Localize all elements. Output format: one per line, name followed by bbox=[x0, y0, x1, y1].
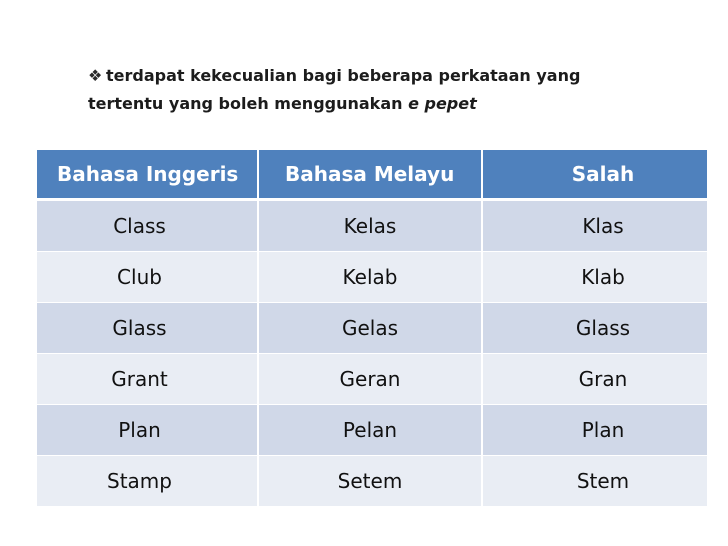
header-salah: Salah bbox=[482, 150, 707, 200]
cell-wrong: Klas bbox=[482, 200, 707, 252]
cell-wrong: Glass bbox=[482, 303, 707, 354]
table-row bbox=[37, 252, 707, 303]
table-row bbox=[37, 303, 707, 354]
cell-wrong: Gran bbox=[482, 354, 707, 405]
cell-malay: Kelab bbox=[258, 252, 482, 303]
table-row bbox=[37, 200, 707, 252]
header-bahasa-inggeris: Bahasa Inggeris bbox=[37, 150, 258, 200]
exception-note bbox=[88, 62, 688, 118]
cell-english: Plan bbox=[37, 405, 258, 456]
header-bahasa-melayu: Bahasa Melayu bbox=[258, 150, 482, 200]
note-line-1: terdapat kekecualian bagi beberapa perkataan yang bbox=[106, 66, 581, 85]
cell-malay: Pelan bbox=[258, 405, 482, 456]
table-row bbox=[37, 354, 707, 405]
cell-english: Class bbox=[37, 200, 258, 252]
table-row bbox=[37, 456, 707, 507]
note-line-2: tertentu yang boleh menggunakan bbox=[88, 94, 403, 113]
cell-english: Grant bbox=[37, 354, 258, 405]
cell-english: Glass bbox=[37, 303, 258, 354]
cell-english: Club bbox=[37, 252, 258, 303]
word-comparison-table bbox=[37, 150, 707, 507]
cell-malay: Setem bbox=[258, 456, 482, 507]
diamond-bullet-icon: ❖ bbox=[88, 66, 103, 85]
table-header-row bbox=[37, 150, 707, 200]
cell-wrong: Plan bbox=[482, 405, 707, 456]
cell-malay: Geran bbox=[258, 354, 482, 405]
cell-wrong: Stem bbox=[482, 456, 707, 507]
cell-english: Stamp bbox=[37, 456, 258, 507]
cell-malay: Gelas bbox=[258, 303, 482, 354]
table-row bbox=[37, 405, 707, 456]
cell-malay: Kelas bbox=[258, 200, 482, 252]
note-emphasis: e pepet bbox=[408, 94, 477, 113]
cell-wrong: Klab bbox=[482, 252, 707, 303]
